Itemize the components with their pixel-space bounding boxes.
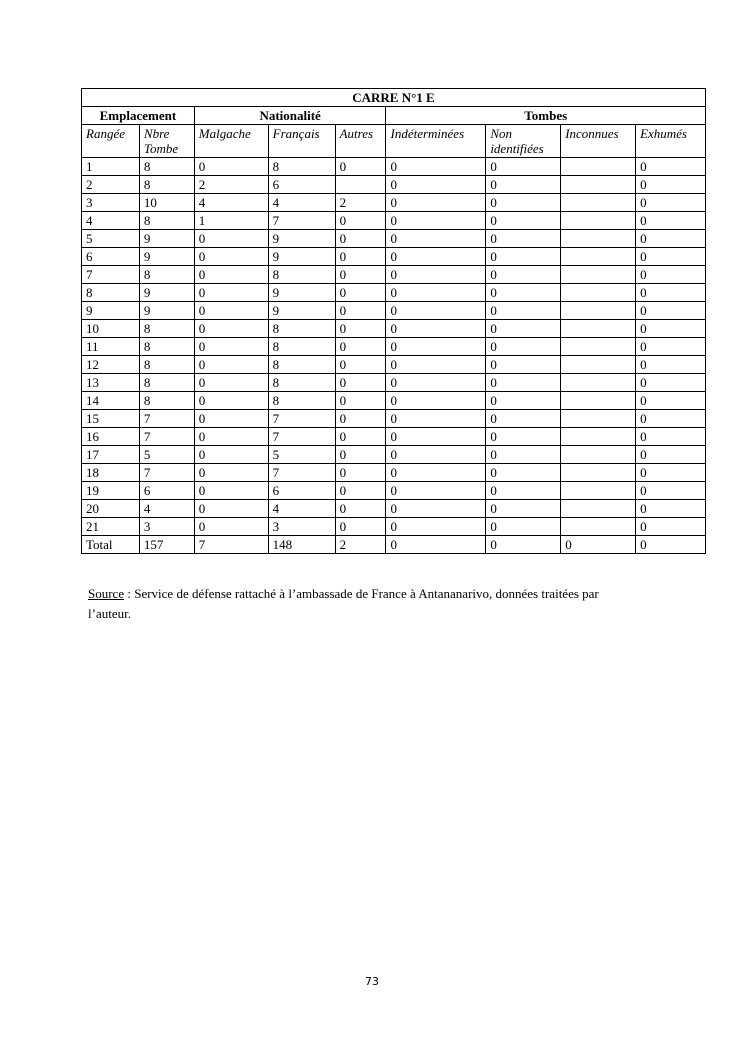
table-row	[82, 374, 706, 392]
table-row	[82, 428, 706, 446]
table-cell: 0	[335, 230, 386, 248]
table-cell: 0	[335, 410, 386, 428]
table-cell: 0	[194, 392, 268, 410]
table-cell	[335, 176, 386, 194]
table-cell: 7	[268, 410, 335, 428]
table-cell: 8	[139, 320, 194, 338]
table-cell: 0	[486, 518, 561, 536]
table-cell: 0	[486, 284, 561, 302]
table-row	[82, 266, 706, 284]
col-autres: Autres	[335, 125, 386, 158]
col-nbre-tombe	[139, 125, 194, 158]
table-row	[82, 338, 706, 356]
table-cell	[561, 446, 636, 464]
table-cell	[561, 320, 636, 338]
table-cell: 0	[636, 194, 706, 212]
table-cell: 2	[335, 194, 386, 212]
table-cell: 0	[636, 374, 706, 392]
table-cell: 0	[194, 518, 268, 536]
table-cell: 0	[194, 284, 268, 302]
table-cell: 3	[82, 194, 140, 212]
table-cell: 9	[268, 230, 335, 248]
table-cell	[561, 284, 636, 302]
table-row	[82, 392, 706, 410]
group-header-row	[82, 107, 706, 125]
table-cell	[561, 248, 636, 266]
table-cell: 8	[139, 338, 194, 356]
table-cell: 0	[636, 482, 706, 500]
table-cell: 0	[386, 158, 486, 176]
col-inconnues: Inconnues	[561, 125, 636, 158]
table-cell: 7	[139, 464, 194, 482]
table-cell: 8	[139, 266, 194, 284]
table-cell	[561, 428, 636, 446]
table-cell: 7	[139, 410, 194, 428]
total-row	[82, 536, 706, 554]
table-row	[82, 518, 706, 536]
table-cell	[561, 500, 636, 518]
table-cell: 0	[335, 248, 386, 266]
table-cell: 0	[486, 482, 561, 500]
table-cell	[561, 176, 636, 194]
table-cell: 4	[194, 194, 268, 212]
title-row	[82, 89, 706, 107]
table-cell: 0	[486, 194, 561, 212]
table-cell: 0	[636, 392, 706, 410]
table-cell: 0	[386, 518, 486, 536]
table-cell: 11	[82, 338, 140, 356]
table-cell: 0	[636, 356, 706, 374]
table-cell: 7	[268, 464, 335, 482]
table-cell: 0	[386, 266, 486, 284]
table-cell: 7	[194, 536, 268, 554]
table-cell	[561, 230, 636, 248]
table-cell: 0	[335, 500, 386, 518]
table-cell: 0	[194, 338, 268, 356]
table-cell: 0	[194, 230, 268, 248]
table-cell: 7	[139, 428, 194, 446]
table-row	[82, 482, 706, 500]
table-cell: 6	[82, 248, 140, 266]
table-cell: 14	[82, 392, 140, 410]
table-cell: 0	[486, 374, 561, 392]
table-cell: 12	[82, 356, 140, 374]
table-cell: 0	[194, 482, 268, 500]
table-row	[82, 284, 706, 302]
table-cell: 9	[139, 248, 194, 266]
table-row	[82, 320, 706, 338]
table-cell	[561, 392, 636, 410]
table-cell	[561, 518, 636, 536]
table-cell: 8	[139, 176, 194, 194]
table-cell: 6	[139, 482, 194, 500]
table-cell	[561, 374, 636, 392]
table-cell: 0	[636, 284, 706, 302]
table-cell: 18	[82, 464, 140, 482]
table-cell: 0	[335, 302, 386, 320]
table-cell: 9	[268, 284, 335, 302]
table-cell: 0	[335, 158, 386, 176]
table-row	[82, 302, 706, 320]
table-cell: 0	[335, 356, 386, 374]
col-exhumes: Exhumés	[636, 125, 706, 158]
table-cell: 0	[486, 464, 561, 482]
table-cell: 0	[194, 428, 268, 446]
table-cell: 8	[268, 320, 335, 338]
table-cell: 0	[335, 284, 386, 302]
col-rangee: Rangée	[82, 125, 140, 158]
table-cell: 0	[194, 500, 268, 518]
table-cell: 0	[386, 446, 486, 464]
table-cell: 7	[268, 428, 335, 446]
table-cell: 0	[335, 392, 386, 410]
table-cell: 0	[636, 410, 706, 428]
table-row	[82, 464, 706, 482]
table-cell: 5	[268, 446, 335, 464]
table-cell: 0	[486, 338, 561, 356]
table-cell	[561, 266, 636, 284]
table-cell: 0	[335, 212, 386, 230]
table-row	[82, 158, 706, 176]
table-cell: 0	[486, 248, 561, 266]
table-cell: 0	[636, 248, 706, 266]
table-cell: 0	[636, 266, 706, 284]
table-cell: 8	[82, 284, 140, 302]
table-cell: 0	[636, 158, 706, 176]
table-cell: 2	[335, 536, 386, 554]
table-cell: 0	[636, 230, 706, 248]
column-header-row	[82, 125, 706, 158]
table-cell: 0	[335, 428, 386, 446]
table-cell: 13	[82, 374, 140, 392]
table-cell: 0	[386, 284, 486, 302]
table-cell	[561, 338, 636, 356]
table-cell: 0	[386, 212, 486, 230]
table-cell: 0	[386, 320, 486, 338]
table-cell: 9	[268, 248, 335, 266]
table-cell: 8	[268, 266, 335, 284]
table-cell: 8	[268, 374, 335, 392]
table-cell: 2	[194, 176, 268, 194]
table-cell: 4	[268, 500, 335, 518]
table-cell: 0	[386, 500, 486, 518]
table-cell: 17	[82, 446, 140, 464]
table-cell: 0	[386, 176, 486, 194]
table-cell: 0	[636, 536, 706, 554]
table-cell: 0	[386, 464, 486, 482]
table-cell: 7	[82, 266, 140, 284]
table-cell: 0	[486, 302, 561, 320]
table-cell: 0	[386, 410, 486, 428]
table-cell: 8	[268, 392, 335, 410]
table-cell: 0	[486, 356, 561, 374]
table-cell: 10	[82, 320, 140, 338]
table-cell: 0	[386, 248, 486, 266]
table-cell	[561, 482, 636, 500]
table-cell: 0	[386, 536, 486, 554]
table-cell: 0	[194, 158, 268, 176]
table-cell: 0	[335, 518, 386, 536]
table-cell: 0	[486, 320, 561, 338]
table-cell	[561, 212, 636, 230]
table-row	[82, 212, 706, 230]
table-cell: 0	[486, 410, 561, 428]
table-cell: 0	[335, 320, 386, 338]
table-cell: 8	[139, 374, 194, 392]
table-cell: 0	[486, 392, 561, 410]
table-cell: 1	[82, 158, 140, 176]
table-cell: 0	[194, 374, 268, 392]
table-cell: 148	[268, 536, 335, 554]
cemetery-table	[81, 88, 706, 554]
table-cell	[561, 302, 636, 320]
table-cell: Total	[82, 536, 140, 554]
table-cell: 0	[335, 374, 386, 392]
table-cell: 0	[335, 482, 386, 500]
table-cell: 0	[486, 158, 561, 176]
table-cell: 0	[335, 338, 386, 356]
table-row	[82, 230, 706, 248]
table-cell: 8	[139, 212, 194, 230]
table-cell: 0	[486, 500, 561, 518]
col-non-identifiees	[486, 125, 561, 158]
table-cell: 7	[268, 212, 335, 230]
table-cell: 9	[82, 302, 140, 320]
table-cell: 4	[268, 194, 335, 212]
table-cell: 0	[194, 446, 268, 464]
group-nationalite: Nationalité	[194, 107, 386, 125]
table-cell: 157	[139, 536, 194, 554]
table-cell: 0	[194, 248, 268, 266]
group-tombes: Tombes	[386, 107, 706, 125]
table-row	[82, 446, 706, 464]
col-francais: Français	[268, 125, 335, 158]
table-cell: 4	[139, 500, 194, 518]
table-cell: 0	[386, 302, 486, 320]
table-cell: 0	[386, 356, 486, 374]
table-row	[82, 410, 706, 428]
table-cell: 0	[386, 428, 486, 446]
col-indeterminees: Indéterminées	[386, 125, 486, 158]
table-cell: 9	[268, 302, 335, 320]
table-cell: 0	[386, 374, 486, 392]
table-cell: 6	[268, 176, 335, 194]
table-cell	[561, 356, 636, 374]
table-cell: 0	[636, 302, 706, 320]
col-malgache: Malgache	[194, 125, 268, 158]
table-cell: 0	[194, 356, 268, 374]
table-cell: 10	[139, 194, 194, 212]
table-cell: 0	[636, 320, 706, 338]
table-cell: 0	[386, 338, 486, 356]
table-cell: 5	[82, 230, 140, 248]
table-cell	[561, 158, 636, 176]
table-cell: 9	[139, 230, 194, 248]
table-cell: 0	[636, 338, 706, 356]
table-cell: 0	[636, 176, 706, 194]
table-cell: 0	[335, 446, 386, 464]
table-cell: 8	[268, 338, 335, 356]
col-nbre-tombe-label: Nbre Tombe	[143, 126, 179, 156]
table-cell: 0	[636, 446, 706, 464]
table-cell	[561, 464, 636, 482]
table-cell: 0	[486, 446, 561, 464]
table-cell: 0	[636, 428, 706, 446]
table-cell: 0	[486, 266, 561, 284]
table-cell: 4	[82, 212, 140, 230]
table-cell: 8	[139, 356, 194, 374]
table-body	[82, 89, 706, 554]
table-cell: 0	[386, 392, 486, 410]
table-cell: 3	[139, 518, 194, 536]
table-cell: 0	[194, 464, 268, 482]
table-cell: 8	[139, 392, 194, 410]
table-row	[82, 356, 706, 374]
source-note	[88, 584, 628, 624]
table-row	[82, 176, 706, 194]
table-cell: 0	[636, 500, 706, 518]
page-number: 73	[365, 975, 379, 988]
table-cell: 0	[194, 302, 268, 320]
table-cell: 0	[194, 320, 268, 338]
table-cell: 0	[486, 176, 561, 194]
table-cell: 8	[139, 158, 194, 176]
table-cell: 5	[139, 446, 194, 464]
table-cell: 6	[268, 482, 335, 500]
table-cell: 0	[486, 428, 561, 446]
table-row	[82, 194, 706, 212]
group-emplacement: Emplacement	[82, 107, 195, 125]
col-non-identifiees-label: Non identifiées	[490, 126, 544, 156]
table-cell: 3	[268, 518, 335, 536]
table-cell: 0	[636, 464, 706, 482]
table-cell: 2	[82, 176, 140, 194]
table-cell: 9	[139, 284, 194, 302]
table-cell: 0	[335, 266, 386, 284]
table-cell: 0	[486, 230, 561, 248]
table-cell: 1	[194, 212, 268, 230]
table-cell: 8	[268, 158, 335, 176]
table-cell: 0	[486, 212, 561, 230]
table-cell: 15	[82, 410, 140, 428]
table-cell: 0	[386, 230, 486, 248]
table-cell: 0	[335, 464, 386, 482]
table-cell	[561, 194, 636, 212]
source-label: Source	[88, 586, 125, 601]
table-cell: 0	[386, 482, 486, 500]
table-cell: 19	[82, 482, 140, 500]
table-cell: 0	[636, 212, 706, 230]
table-cell: 0	[194, 410, 268, 428]
table-cell: 20	[82, 500, 140, 518]
table-cell: 21	[82, 518, 140, 536]
table-cell: 16	[82, 428, 140, 446]
table-cell: 0	[486, 536, 561, 554]
table-row	[82, 500, 706, 518]
table-cell: 0	[386, 194, 486, 212]
table-cell: 9	[139, 302, 194, 320]
table-cell: 0	[561, 536, 636, 554]
table-cell: 0	[194, 266, 268, 284]
table-title: CARRE N°1 E	[82, 89, 706, 107]
table-row	[82, 248, 706, 266]
table-cell	[561, 410, 636, 428]
table-cell: 8	[268, 356, 335, 374]
source-text: : Service de défense rattaché à l’ambassade de France à Antananarivo, données traitées par l’auteur.	[88, 586, 599, 621]
table-cell: 0	[636, 518, 706, 536]
